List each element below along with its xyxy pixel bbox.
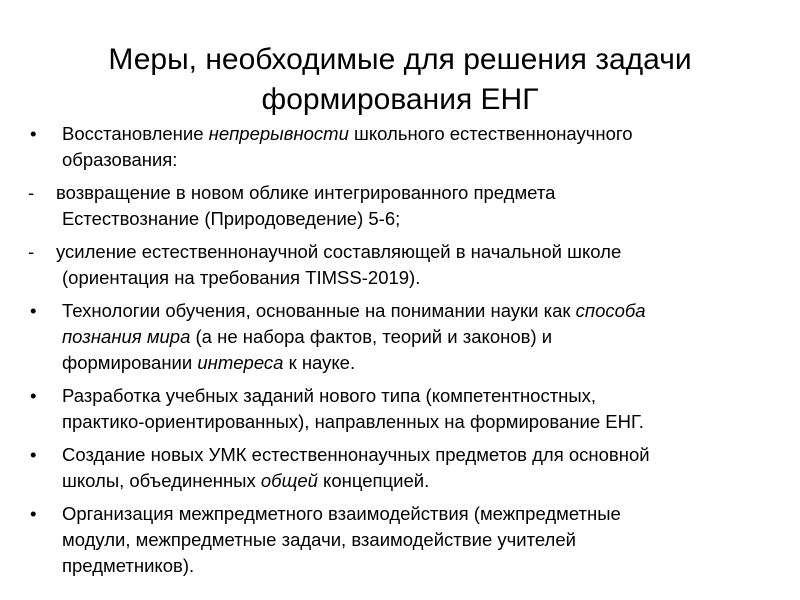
italic-text: непрерывности (208, 123, 349, 144)
list-item (0, 442, 790, 494)
text-span: формировании (62, 352, 198, 373)
bullet-marker: • (30, 123, 37, 144)
text-span: Технологии обучения, основанные на понимании науки как (62, 300, 576, 321)
list-item-line: (ориентация на требования TIMSS-2019). (62, 267, 421, 288)
list-item-line (62, 298, 790, 324)
list-item-line: Разработка учебных заданий нового типа (компетентностных, (62, 385, 597, 406)
text-span: школы, объединенных (62, 470, 261, 491)
list-item-line (62, 324, 790, 350)
bullet-marker: • (30, 300, 37, 321)
italic-text: познания мира (62, 326, 191, 347)
slide-body (0, 121, 790, 586)
list-item-line: предметников). (62, 555, 195, 576)
list-item-line: Создание новых УМК естественнонаучных предметов для основной (62, 444, 650, 465)
dash-marker: - (28, 241, 35, 262)
bullet-marker: • (30, 385, 37, 406)
slide-title-line-2: формирования ЕНГ (261, 83, 539, 116)
list-item-line: модули, межпредметные задачи, взаимодействие учителей (62, 529, 576, 550)
slide-title-line-1: Меры, необходимые для решения задачи (108, 43, 692, 76)
list-item-line: Организация межпредметного взаимодействия (межпредметные (62, 503, 621, 524)
list-item-line: образования: (62, 149, 178, 170)
italic-text: общей (260, 470, 318, 491)
list-item (0, 121, 790, 173)
text-span: концепцией. (317, 470, 430, 491)
list-item-line: усиление естественнонаучной составляющей в начальной школе (56, 241, 622, 262)
text-span: Восстановление (62, 123, 209, 144)
list-item (0, 180, 790, 232)
bullet-marker: • (30, 503, 37, 524)
list-item-line: возвращение в новом облике интегрированного предмета (56, 182, 556, 203)
italic-text: интереса (197, 352, 284, 373)
list-item (0, 383, 790, 435)
list-item-line: практико-ориентированных), направленных на формирование ЕНГ. (62, 411, 644, 432)
bullet-marker: • (30, 444, 37, 465)
list-item (0, 298, 790, 376)
list-item-line (62, 121, 790, 147)
list-item-line (62, 468, 790, 494)
text-span: школьного естественнонаучного (348, 123, 633, 144)
text-span: (а не набора фактов, теорий и законов) и (190, 326, 553, 347)
italic-text: способа (575, 300, 646, 321)
list-item-line: Естествознание (Природоведение) 5-6; (62, 208, 401, 229)
text-span: к науке. (283, 352, 356, 373)
dash-marker: - (28, 182, 35, 203)
slide-title (40, 40, 760, 120)
list-item (0, 501, 790, 579)
list-item (0, 239, 790, 291)
list-item-line (62, 350, 790, 376)
